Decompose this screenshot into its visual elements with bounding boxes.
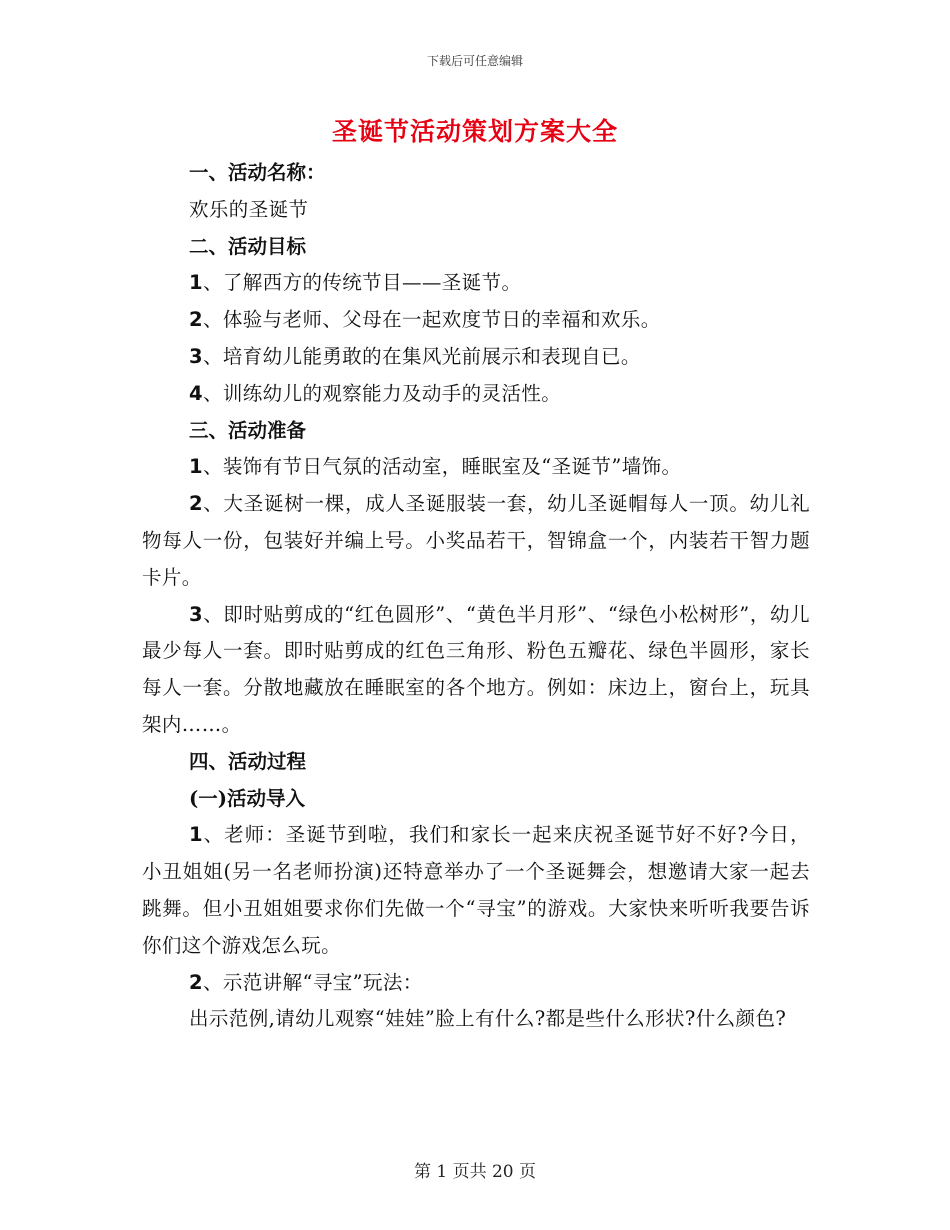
- section-heading-prep: 三、活动准备: [189, 418, 307, 442]
- process-item-2: 2、示范讲解“寻宝”玩法：: [189, 970, 423, 994]
- section-heading-goals: 二、活动目标: [189, 234, 307, 258]
- page-footer: 第 1 页共 20 页: [413, 1162, 537, 1182]
- document-title: 圣诞节活动策划方案大全: [331, 117, 618, 146]
- section-heading-name: 一、活动名称：: [189, 161, 326, 184]
- header-note: 下载后可任意编辑: [426, 54, 523, 68]
- prep-item-3: 3、即时贴剪成的“红色圆形”、“黄色半月形”、“绿色小松树形”，幼儿最少每人一套。即时贴剪成的红色三角形、粉色五瓣花、绿色半圆形，家长每人一套。分散地藏放在睡眠室的各个地方。例如：床边上，窗台上，玩具架内……。: [142, 602, 810, 736]
- subsection-heading-intro: (一)活动导入: [189, 786, 305, 810]
- section-heading-process: 四、活动过程: [189, 749, 307, 773]
- goal-item-3: 3、培育幼儿能勇敢的在集风光前展示和表现自已。: [189, 344, 641, 368]
- demo-text: 出示范例,请幼儿观察“娃娃”脸上有什么?都是些什么形状?什么颜色?: [189, 1007, 787, 1031]
- prep-item-2: 2、大圣诞树一棵，成人圣诞服装一套，幼儿圣诞帽每人一顶。幼儿礼物每人一份，包装好并编上号。小奖品若干，智锦盒一个，内装若干智力题卡片。: [142, 492, 810, 589]
- document-body: [142, 155, 810, 1038]
- goal-item-2: 2、体验与老师、父母在一起欢度节日的幸福和欢乐。: [189, 308, 661, 332]
- activity-name-text: 欢乐的圣诞节: [189, 197, 309, 221]
- prep-item-1: 1、装饰有节日气氛的活动室，睡眠室及“圣诞节”墙饰。: [189, 455, 682, 479]
- goal-item-4: 4、训练幼儿的观察能力及动手的灵活性。: [189, 381, 562, 405]
- process-item-1: 1、老师：圣诞节到啦，我们和家长一起来庆祝圣诞节好不好?今日，小丑姐姐(另一名老师扮演)还特意举办了一个圣诞舞会，想邀请大家一起去跳舞。但小丑姐姐要求你们先做一个“寻宝”的游戏。大家快来听听我要告诉你们这个游戏怎么玩。: [142, 823, 810, 957]
- goal-item-1: 1、了解西方的传统节目——圣诞节。: [189, 271, 522, 295]
